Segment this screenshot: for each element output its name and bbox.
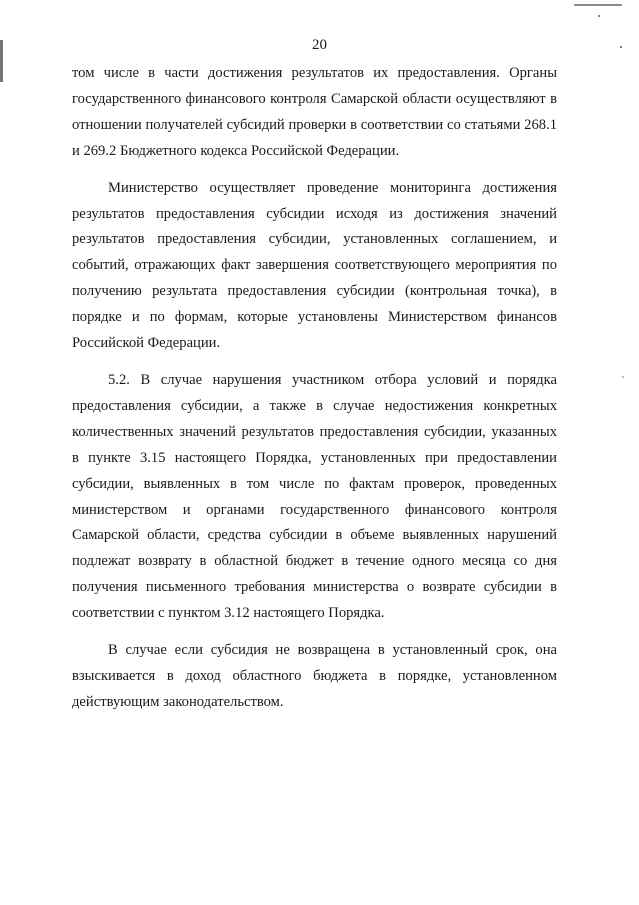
body-text (72, 61, 557, 716)
scan-mark-top-right (574, 4, 622, 6)
paragraph-1: том числе в части достижения результатов их предоставления. Органы государственного финансового контроля Самарской области осуществляют в отношении получателей субсидий проверки в соответствии со статьями 268.1 и 269.2 Бюджетного кодекса Российской Федерации. (72, 65, 557, 159)
paragraph-3: 5.2. В случае нарушения участником отбора условий и порядка предоставления субсидии, а также в случае недостижения конкретных количественных значений результатов предоставления субсидии, указанных в пункте 3.15 настоящего Порядка, установленных при предоставлении субсидии, выявленных в том числе по фактам проверок, проведенных министерством и органами государственного финансового контроля Самарской области, средства субсидии в объеме выявленных нарушений подлежат возврату в областной бюджет в течение одного месяца со дня получения письменного требования министерства о возврате субсидии в соответствии с пунктом 3.12 настоящего Порядка. (72, 371, 557, 622)
paragraph-2: Министерство осуществляет проведение мониторинга достижения результатов предоставления субсидии исходя из достижения значений результатов предоставления субсидии, установленных соглашением, и событий, отражающих факт завершения соответствующего мероприятия по получению результата предоставления субсидии (контрольная точка), в порядке и по формам, которые установлены Министерством финансов Российской Федерации. (72, 179, 557, 352)
scan-dot (622, 376, 624, 378)
scan-dot (598, 15, 600, 17)
paragraph-4: В случае если субсидия не возвращена в установленный срок, она взыскивается в доход областного бюджета в порядке, установленном действующим законодательством. (72, 642, 557, 710)
page-number: 20 (312, 37, 327, 53)
